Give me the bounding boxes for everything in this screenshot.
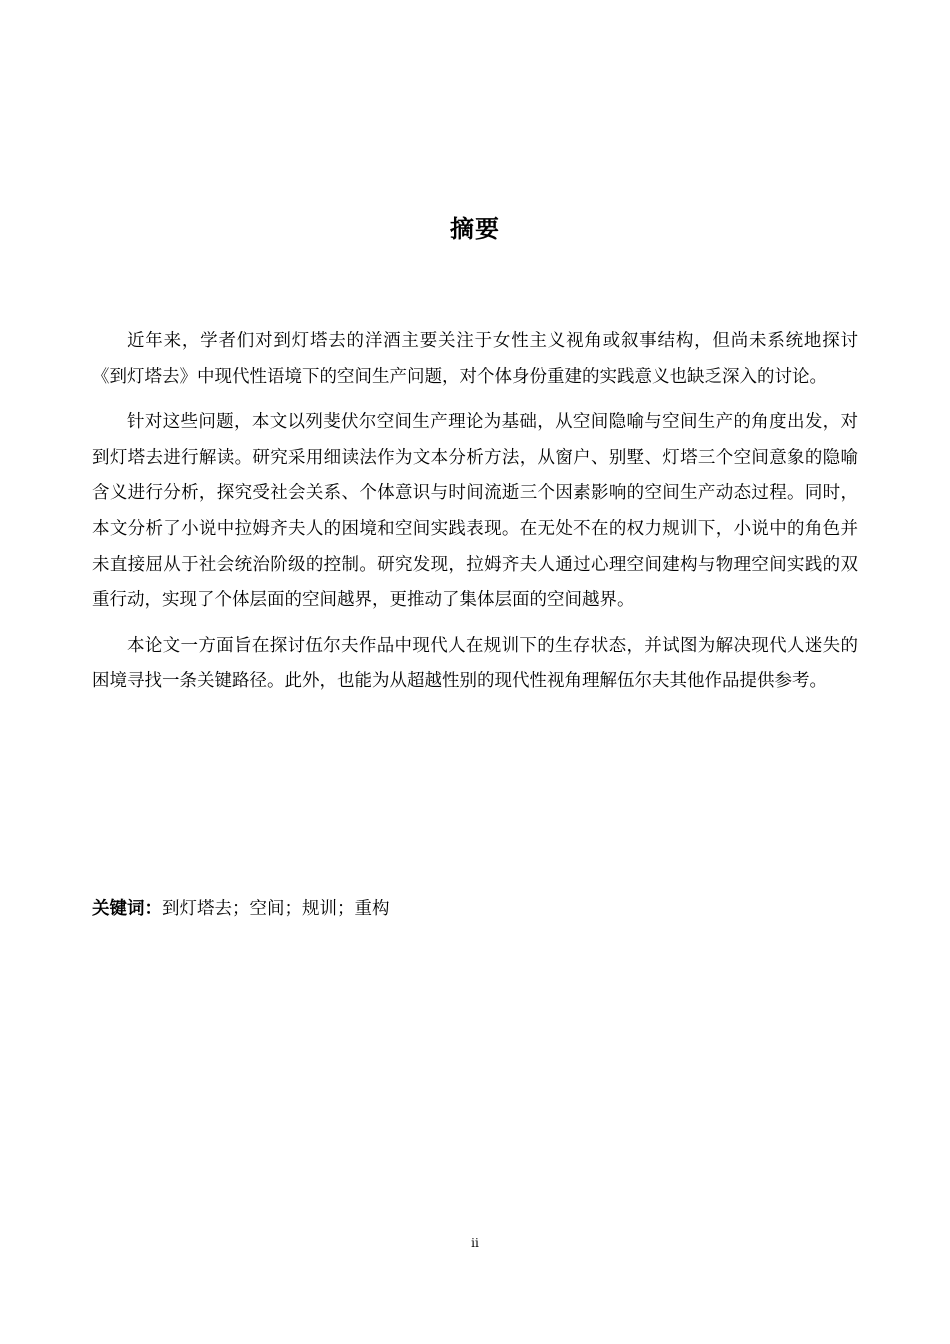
- keywords-label: 关键词：: [92, 899, 162, 919]
- abstract-paragraph-2: 针对这些问题，本文以列斐伏尔空间生产理论为基础，从空间隐喻与空间生产的角度出发，对到灯塔去进行解读。研究采用细读法作为文本分析方法，从窗户、别墅、灯塔三个空间意象的隐喻含义进行分析，探究受社会关系、个体意识与时间流逝三个因素影响的空间生产动态过程。同时，本文分析了小说中拉姆齐夫人的困境和空间实践表现。在无处不在的权力规训下，小说中的角色并未直接屈从于社会统治阶级的控制。研究发现，拉姆齐夫人通过心理空间建构与物理空间实践的双重行动，实现了个体层面的空间越界，更推动了集体层面的空间越界。: [92, 412, 858, 611]
- keywords-line: [92, 894, 858, 924]
- abstract-body: [92, 324, 858, 710]
- page-number: ii: [471, 1236, 479, 1250]
- abstract-paragraph-3: 本论文一方面旨在探讨伍尔夫作品中现代人在规训下的生存状态，并试图为解决现代人迷失的困境寻找一条关键路径。此外，也能为从超越性别的现代性视角理解伍尔夫其他作品提供参考。: [92, 635, 858, 692]
- abstract-title: 摘要: [450, 215, 500, 243]
- keywords-text: 到灯塔去；空间；规训；重构: [162, 899, 390, 919]
- abstract-paragraph-1: 近年来，学者们对到灯塔去的洋酒主要关注于女性主义视角或叙事结构，但尚未系统地探讨《到灯塔去》中现代性语境下的空间生产问题，对个体身份重建的实践意义也缺乏深入的讨论。: [92, 331, 858, 387]
